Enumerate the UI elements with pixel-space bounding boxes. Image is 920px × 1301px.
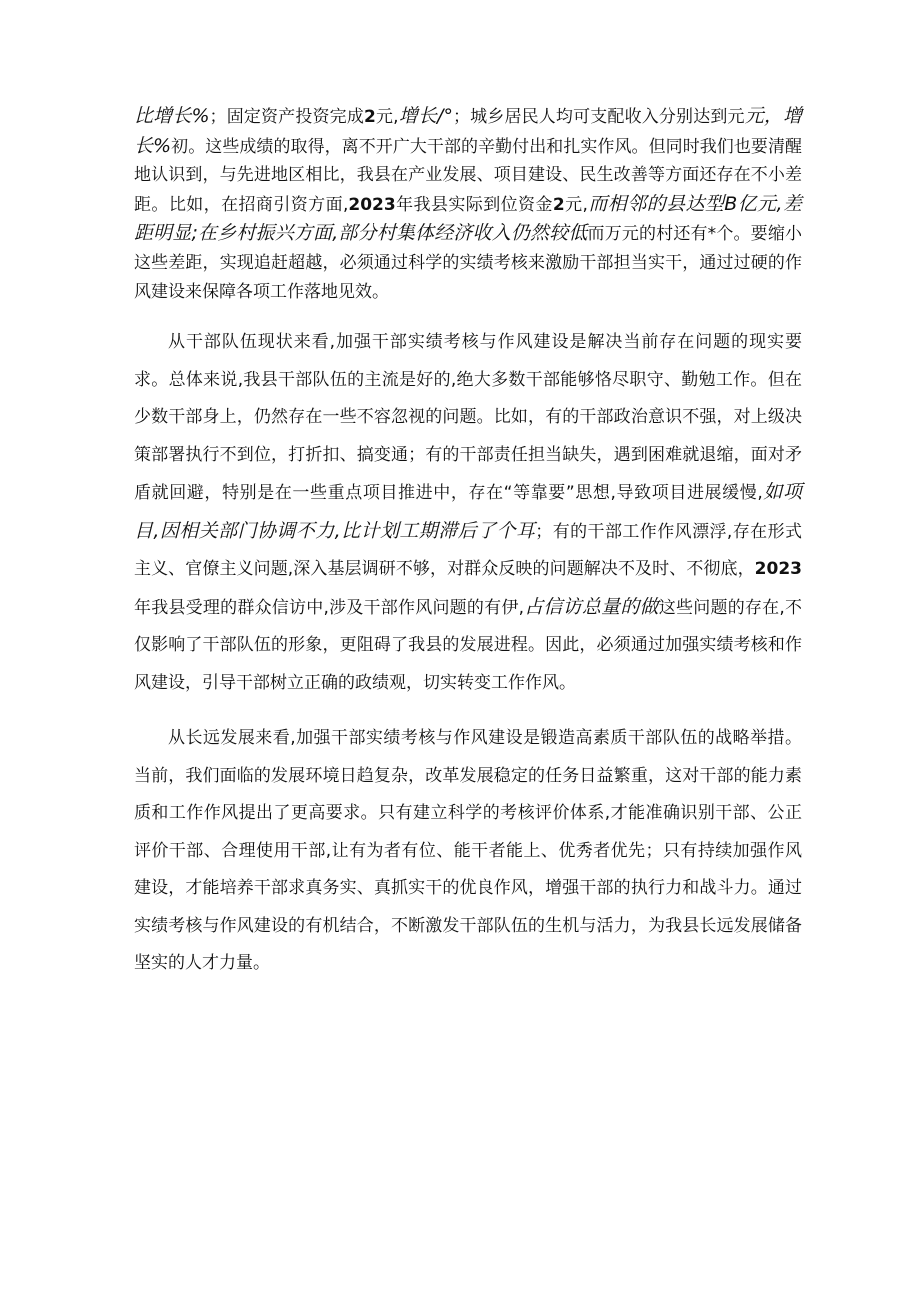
paragraph-1: [134, 102, 802, 306]
text-run: ；城乡居民人均可支配收入分别达到元: [452, 107, 745, 127]
text-run: 2023: [348, 194, 396, 215]
text-run: ；有的干部工作作风漂浮,存在形式主义、官僚主义问题,深入基层调研不够，对群众反映的问题解决不及时、不彻底，: [134, 521, 802, 580]
text-run: 增长/°: [398, 105, 453, 127]
text-run: 元，增长%: [134, 105, 803, 157]
text-run: 2: [364, 107, 376, 127]
text-run: 而相邻的县达型B亿元,差距明显;在乡村振兴方面,部分村集体经济收入仍然较低: [134, 192, 803, 245]
text-run: 2: [552, 194, 565, 215]
text-run: 如项目,因相关部门协调不力,比计划工期滞后了个耳: [134, 481, 802, 542]
text-run: 比增长%: [134, 105, 210, 127]
paragraph-2: [134, 324, 802, 702]
paragraph-3: [134, 720, 802, 983]
text-run: 这些问题的存在,不仅影响了干部队伍的形象，更阻碍了我县的发展进程。因此，必须通过加强实绩考核和作风建设，引导干部树立正确的政绩观，切实转变工作作风。: [134, 597, 802, 693]
text-run: 占信访总量的做: [523, 595, 659, 618]
text-run: 初。这些成绩的取得，离不开广大干部的辛勤付出和扎实作风。但同时我们也要清醒地认识到，与先进地区相比，我县在产业发展、项目建设、民生改善等方面还存在不小差距。比如，在招商引资方面,: [134, 136, 802, 215]
text-run: 年我县受理的群众信访中,涉及干部作风问题的有伊,: [134, 597, 524, 618]
text-run: ；固定资产投资完成: [209, 107, 364, 127]
text-run: 从长远发展来看,加强干部实绩考核与作风建设是锻造高素质干部队伍的战略举措。当前，我们面临的发展环境日趋复杂，改革发展稳定的任务日益繁重，这对干部的能力素质和工作作风提出了更高要求。只有建立科学的考核评价体系,才能准确识别干部、公正评价干部、合理使用干部,让有为者有位、能干者能上、优秀者优先；只有持续加强作风建设，才能培养干部求真务实、真抓实干的优良作风，增强干部的执行力和战斗力。通过实绩考核与作风建设的有机结合，不断激发干部队伍的生机与活力，为我县长远发展储备坚实的人才力量。: [134, 728, 802, 974]
text-run: 而万元的村还有*个。要缩小这些差距，实现追赶超越，必须通过科学的实绩考核来激励干部担当实干，通过过硬的作风建设来保障各项工作落地见效。: [134, 224, 802, 302]
text-run: 从干部队伍现状来看,加强干部实绩考核与作风建设是解决当前存在问题的现实要求。总体来说,我县干部队伍的主流是好的,绝大多数干部能够恪尽职守、勤勉工作。但在少数干部身上，仍然存在一些不容忽视的问题。比如，有的干部政治意识不强，对上级决策部署执行不到位，打折扣、搞变通；有的干部责任担当缺失，遇到困难就退缩，面对矛盾就回避，特别是在一些重点项目推进中，存在“等靠要”思想,导致项目进展缓慢,: [134, 332, 802, 504]
text-run: 年我县实际到位资金: [395, 194, 553, 215]
text-run: 2023: [754, 559, 802, 580]
text-run: 元,: [564, 194, 588, 215]
text-run: 元,: [375, 107, 399, 127]
